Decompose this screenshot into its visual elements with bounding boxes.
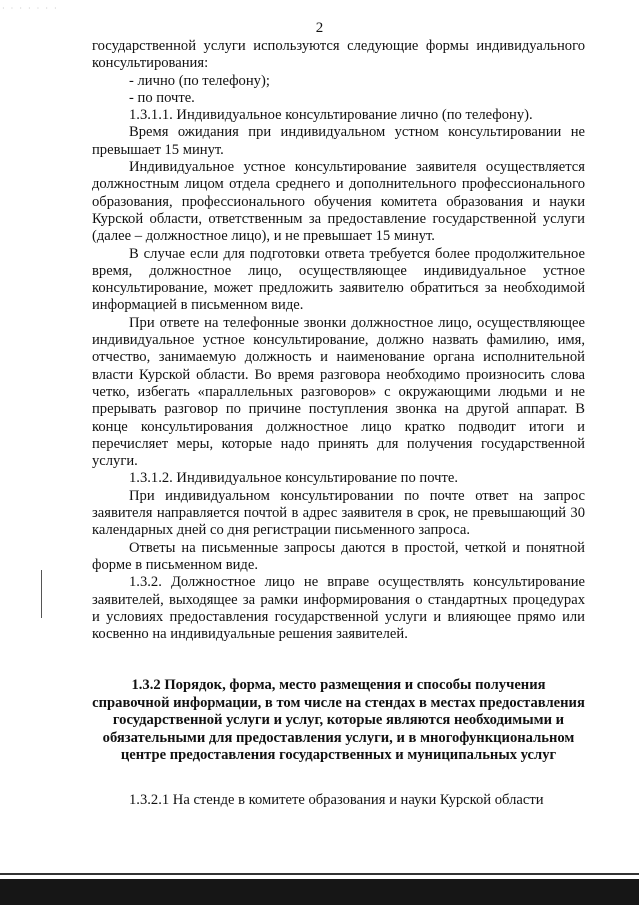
- paragraph-mail-consulting: При индивидуальном консультировании по почте ответ на запрос заявителя направляется почтой в адрес заявителя в срок, не превышающий 30 календарных дней со дня регистрации письменного запроса.: [92, 487, 585, 539]
- scan-bottom-edge: [0, 879, 639, 905]
- margin-mark: [41, 570, 42, 618]
- paragraph-continuation: государственной услуги используются следующие формы индивидуального консультирования:: [92, 38, 585, 72]
- paragraph-longer-time: В случае если для подготовки ответа требуется более продолжительное время, должностное лицо, осуществляющее индивидуальное устное консультирование, может предложить заявителю обратиться за необходимой информацией в письменном виде.: [92, 245, 585, 314]
- section-heading: 1.3.2 Порядок, форма, место размещения и способы получения справочной информации, в том числе на стендах в местах предоставления государственной услуги и услуг, которые являются необходимыми и обязательными для предоставления услуги, и в многофункциональном центре предоставления государственных и муниципальных услуг: [92, 677, 585, 764]
- paragraph-written-answers: Ответы на письменные запросы даются в простой, четкой и понятной форме в письменном виде.: [92, 539, 585, 573]
- paragraph-wait-time: Время ожидания при индивидуальном устном консультировании не превышает 15 минут.: [92, 124, 585, 158]
- section-1-3-2-1: 1.3.2.1 На стенде в комитете образования и науки Курской области: [129, 792, 544, 809]
- list-item-mail: - по почте.: [129, 89, 195, 106]
- list-item-phone: - лично (по телефону);: [129, 72, 270, 89]
- paragraph-oral-consulting: Индивидуальное устное консультирование заявителя осуществляется должностным лицом отдела среднего и дополнительного профессионального образования, профессионального обучения комитета образования и науки Курской области, ответственным за предоставление государственной услуги (далее – должностное лицо), и не превышает 15 минут.: [92, 159, 585, 245]
- section-1-3-1-2: 1.3.1.2. Индивидуальное консультирование по почте.: [129, 470, 459, 487]
- paragraph-phone-calls: При ответе на телефонные звонки должностное лицо, осуществляющее индивидуальное устное консультирование, должно назвать фамилию, имя, отчество, занимаемую должность и наименование органа исполнительной власти Курской области. Во время разговора необходимо произносить слова четко, избегать «параллельных разговоров» с окружающими людьми и не прерывать разговор по причине поступления звонка на другой аппарат. В конце консультирования должностное лицо кратко подводит итоги и перечисляет меры, которые надо принять для получения государственной услуги.: [92, 314, 585, 470]
- section-1-3-1-1: 1.3.1.1. Индивидуальное консультирование лично (по телефону).: [129, 107, 533, 124]
- page-number: 2: [315, 20, 324, 36]
- scan-artifact: · · · · · · ·: [2, 4, 59, 13]
- scan-edge-line: [0, 873, 639, 875]
- document-body: [92, 38, 585, 810]
- section-1-3-2: 1.3.2. Должностное лицо не вправе осуществлять консультирование заявителей, выходящее за рамки информирования о стандартных процедурах и условиях предоставления государственной услуги и влияющее прямо или косвенно на индивидуальные решения заявителей.: [92, 574, 585, 643]
